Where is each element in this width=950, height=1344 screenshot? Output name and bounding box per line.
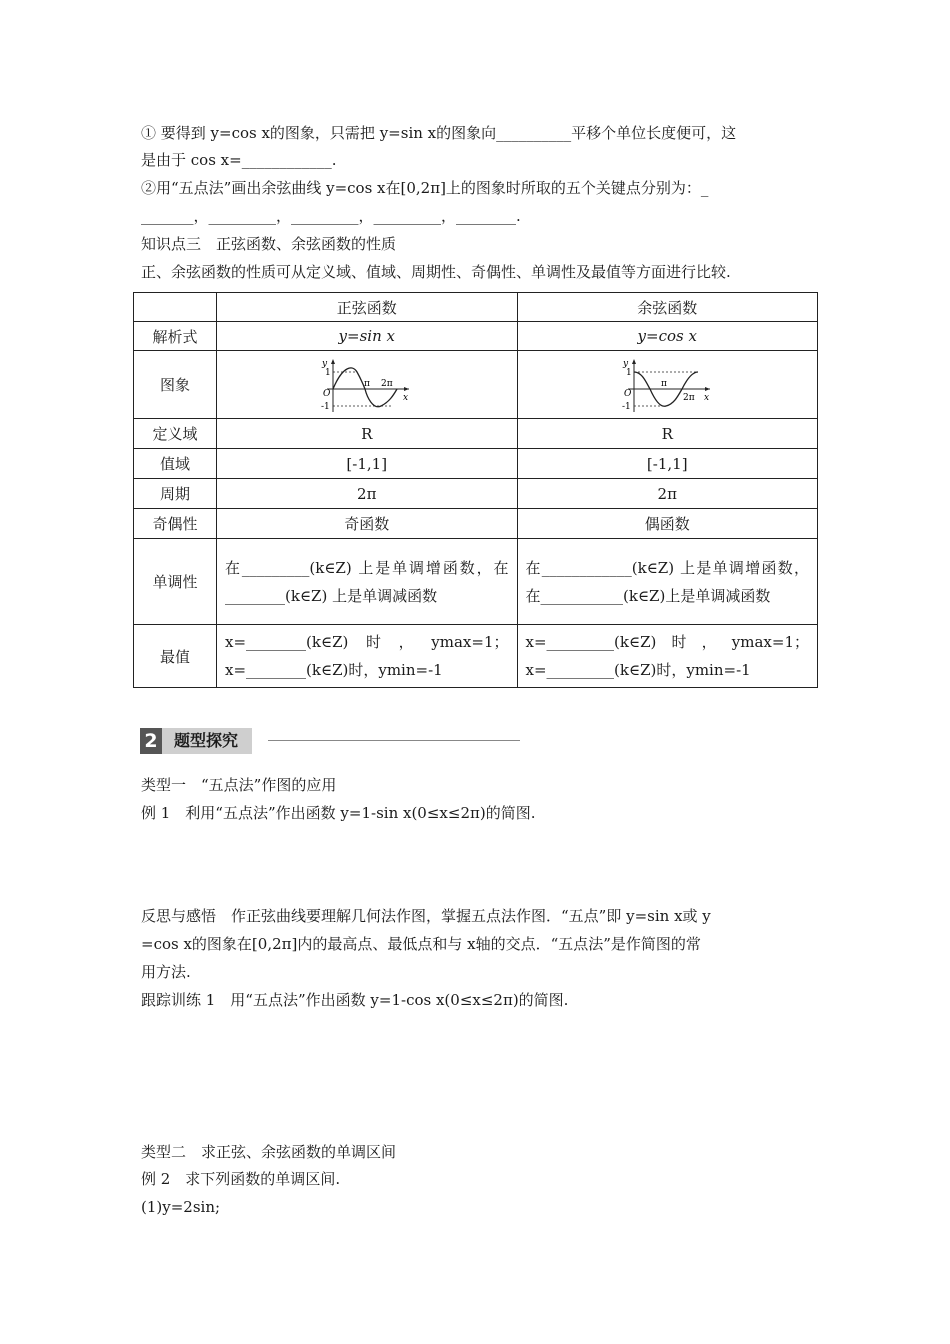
header-sin: 正弦函数 [217,293,518,322]
sin-period: 2π [217,479,518,509]
sin-domain: R [217,419,518,449]
cos-extrema: x=_________(k∈Z)时，ymax=1；x=_________(k∈Z)时，ymin=-1 [517,625,818,688]
section-title: 题型探究 [162,728,252,754]
neg-one-label: -1 [621,401,631,412]
reflection-line-2: =cos x的图象在[0,2π]内的最高点、最低点和与 x轴的交点．“五点法”是作简图的常 [141,935,701,953]
pi-label: π [660,378,667,389]
type2-heading: 类型二 求正弦、余弦函数的单调区间 [141,1143,397,1161]
y-label: y [322,358,328,369]
intro-line-1: ① 要得到 y=cos x的图象，只需把 y=sin x的图象向__________平移个单位长度便可，这 [141,124,737,142]
row-label: 最值 [134,625,217,688]
x-axis-arrow [705,387,710,391]
x-label: x [703,392,709,403]
table-row [134,625,818,688]
cos-period: 2π [517,479,818,509]
header-cos: 余弦函数 [517,293,818,322]
y-axis-arrow [331,359,335,364]
table-row [134,539,818,625]
neg-one-label: -1 [321,401,331,412]
cos-graph-cell [517,351,818,419]
sine-graph [319,356,414,414]
y-label: y [622,358,628,369]
origin-label: O [623,388,632,399]
row-label: 图象 [134,351,217,419]
header-empty [134,293,217,322]
tracking-exercise-1: 跟踪训练 1 用“五点法”作出函数 y=1-cos x(0≤x≤2π)的简图. [141,991,569,1009]
intro-line-4: _______，_________，_________，_________，________. [141,207,521,225]
table-row [134,419,818,449]
example-2: 例 2 求下列函数的单调区间. [141,1170,341,1188]
table-row [134,322,818,351]
table-row [134,479,818,509]
sin-extrema: x=________(k∈Z)时，ymax=1；x=________(k∈Z)时，ymin=-1 [217,625,518,688]
intro-line-2: 是由于 cos x=____________. [141,151,337,169]
sin-range: [-1,1] [217,449,518,479]
section-number: 2 [140,728,162,754]
kp3-title: 知识点三 正弦函数、余弦函数的性质 [141,235,397,253]
one-label: 1 [625,367,632,378]
section-header [140,728,520,754]
row-label: 定义域 [134,419,217,449]
sin-monotonicity: 在_________(k∈Z) 上是单调增函数，在________(k∈Z) 上是单调减函数 [217,539,518,625]
row-label: 单调性 [134,539,217,625]
two-pi-label: 2π [682,392,695,403]
cos-domain: R [517,419,818,449]
properties-table [133,292,818,688]
cosine-graph [620,356,715,414]
sin-formula: y=sin x [217,322,518,351]
row-label: 值域 [134,449,217,479]
two-pi-label: 2π [381,378,393,389]
intro-line-3: ②用“五点法”画出余弦曲线 y=cos x在[0,2π]上的图象时所取的五个关键点分别为：_ [141,179,709,197]
table-row [134,449,818,479]
one-label: 1 [325,367,331,378]
y-axis-arrow [632,359,636,364]
kp3-desc: 正、余弦函数的性质可从定义域、值域、周期性、奇偶性、单调性及最值等方面进行比较. [141,263,731,281]
row-label: 奇偶性 [134,509,217,539]
table-row [134,509,818,539]
origin-label: O [323,388,331,399]
example-2-part-1: (1)y=2sin; [141,1198,221,1216]
reflection-line-3: 用方法. [141,963,191,981]
sin-parity: 奇函数 [217,509,518,539]
type1-heading: 类型一 “五点法”作图的应用 [141,776,337,794]
section-rule [268,740,520,741]
reflection-line-1: 反思与感悟 作正弦曲线要理解几何法作图，掌握五点法作图．“五点”即 y=sin x或 y [141,907,711,925]
example-1: 例 1 利用“五点法”作出函数 y=1-sin x(0≤x≤2π)的简图. [141,804,536,822]
cos-range: [-1,1] [517,449,818,479]
x-axis-arrow [404,387,409,391]
pi-label: π [364,378,371,389]
cos-monotonicity: 在____________(k∈Z) 上是单调增函数，在___________(k∈Z)上是单调减函数 [517,539,818,625]
cos-parity: 偶函数 [517,509,818,539]
table-row [134,351,818,419]
table-header-row [134,293,818,322]
row-label: 周期 [134,479,217,509]
x-label: x [403,392,409,403]
cos-formula: y=cos x [517,322,818,351]
sin-graph-cell [217,351,518,419]
row-label: 解析式 [134,322,217,351]
